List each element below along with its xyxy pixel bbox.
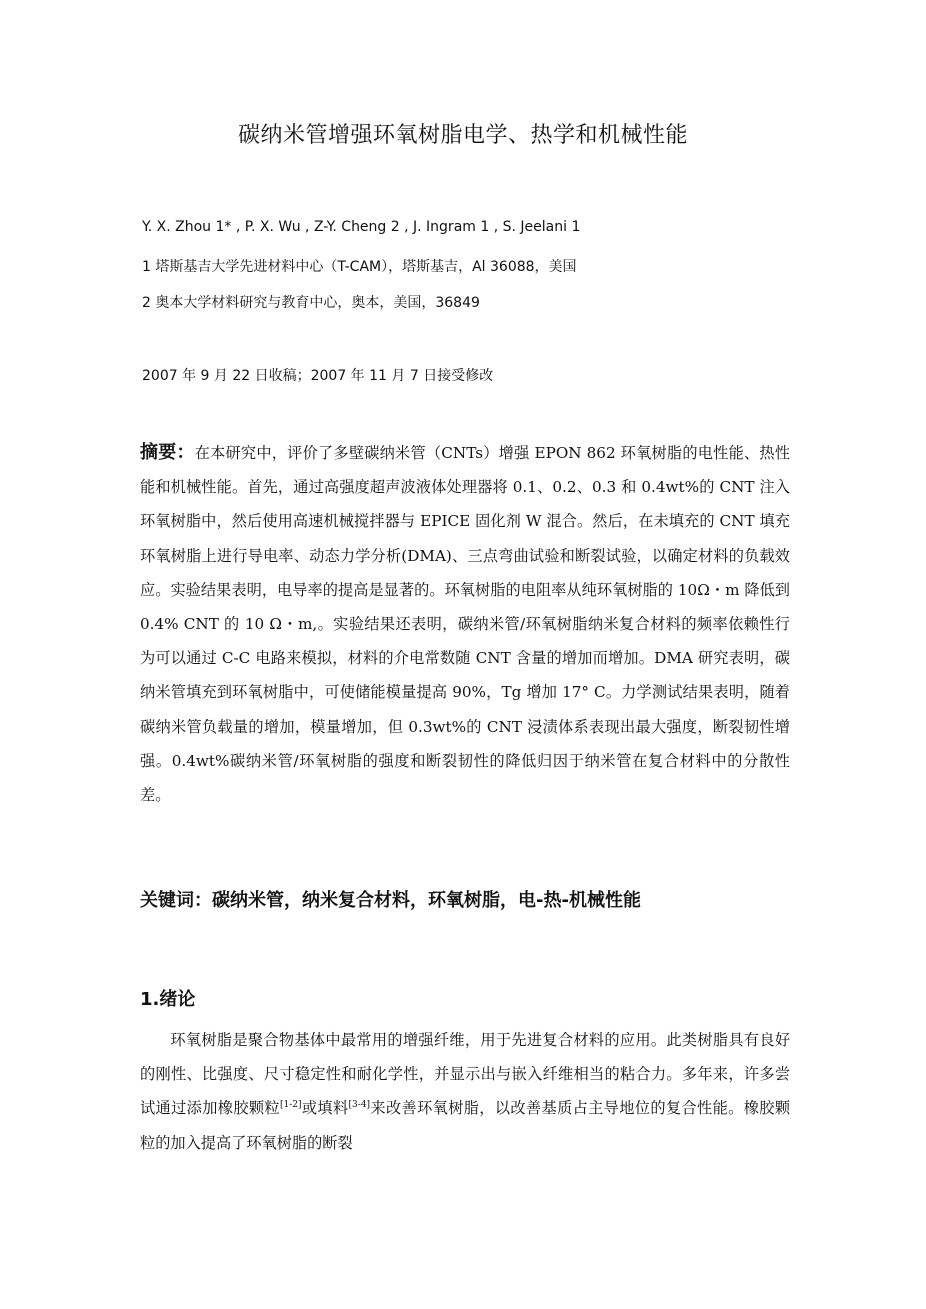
section-body bbox=[140, 1023, 790, 1160]
paper-title: 碳纳米管增强环氧树脂电学、热学和机械性能 bbox=[237, 123, 688, 148]
affiliation-1: 1 塔斯基吉大学先进材料中心（T-CAM），塔斯基吉，Al 36088，美国 bbox=[142, 259, 577, 275]
abstract-text: 在本研究中，评价了多壁碳纳米管（CNTs）增强 EPON 862 环氧树脂的电性能、热性能和机械性能。首先，通过高强度超声波液体处理器将 0.1、0.2、0.3 和 0.4wt%的 CNT 注入环氧树脂中，然后使用高速机械搅拌器与 EPICE 固化剂 W 混合。然后，在未填充的 CNT 填充环氧树脂上进行导电率、动态力学分析(DMA)、三点弯曲试验和断裂试验，以确定材料的负载效应。实验结果表明，电导率的提高是显著的。环氧树脂的电阻率从纯环氧树脂的 10Ω・m 降低到 0.4% CNT 的 10 Ω・m,。实验结果还表明，碳纳米管/环氧树脂纳米复合材料的频率依赖性行为可以通过 C-C 电路来模拟，材料的介电常数随 CNT 含量的增加而增加。DMA 研究表明，碳纳米管填充到环氧树脂中，可使储能模量提高 90%，Tg 增加 17° C。力学测试结果表明，随着碳纳米管负载量的增加，模量增加，但 0.3wt%的 CNT 浸渍体系表现出最大强度，断裂韧性增强。0.4wt%碳纳米管/环氧树脂的强度和断裂韧性的降低归因于纳米管在复合材料中的分散性差。 bbox=[140, 444, 791, 805]
abstract bbox=[140, 436, 790, 812]
body-text-2: 或填料 bbox=[301, 1099, 349, 1118]
author-list: Y. X. Zhou 1* , P. X. Wu , Z-Y. Cheng 2 , J. Ingram 1 , S. Jeelani 1 bbox=[142, 219, 581, 235]
keywords bbox=[140, 886, 840, 912]
keywords-values: 碳纳米管，纳米复合材料，环氧树脂，电-热-机械性能 bbox=[212, 890, 641, 911]
received-dates: 2007 年 9 月 22 日收稿；2007 年 11 月 7 日接受修改 bbox=[142, 368, 494, 384]
keywords-label: 关键词： bbox=[140, 890, 212, 911]
affiliation-2: 2 奥本大学材料研究与教育中心，奥本，美国，36849 bbox=[142, 295, 480, 311]
citation-ref-2[interactable]: [3-4] bbox=[348, 1100, 371, 1111]
section-heading: 1.绪论 bbox=[140, 989, 196, 1010]
abstract-label: 摘要： bbox=[140, 442, 195, 463]
body-text-1: 环氧树脂是聚合物基体中最常用的增强纤维，用于先进复合材料的应用。此类树脂具有良好的刚性、比强度、尺寸稳定性和耐化学性，并显示出与嵌入纤维相当的粘合力。多年来，许多尝试通过添加橡胶颗粒 bbox=[140, 1031, 790, 1118]
body-text-3: 来改善环氧树脂，以改善基质占主导地位的复合性能。橡胶颗粒的加入提高了环氧树脂的断裂 bbox=[140, 1099, 791, 1152]
citation-ref-1[interactable]: [1-2] bbox=[280, 1100, 302, 1111]
